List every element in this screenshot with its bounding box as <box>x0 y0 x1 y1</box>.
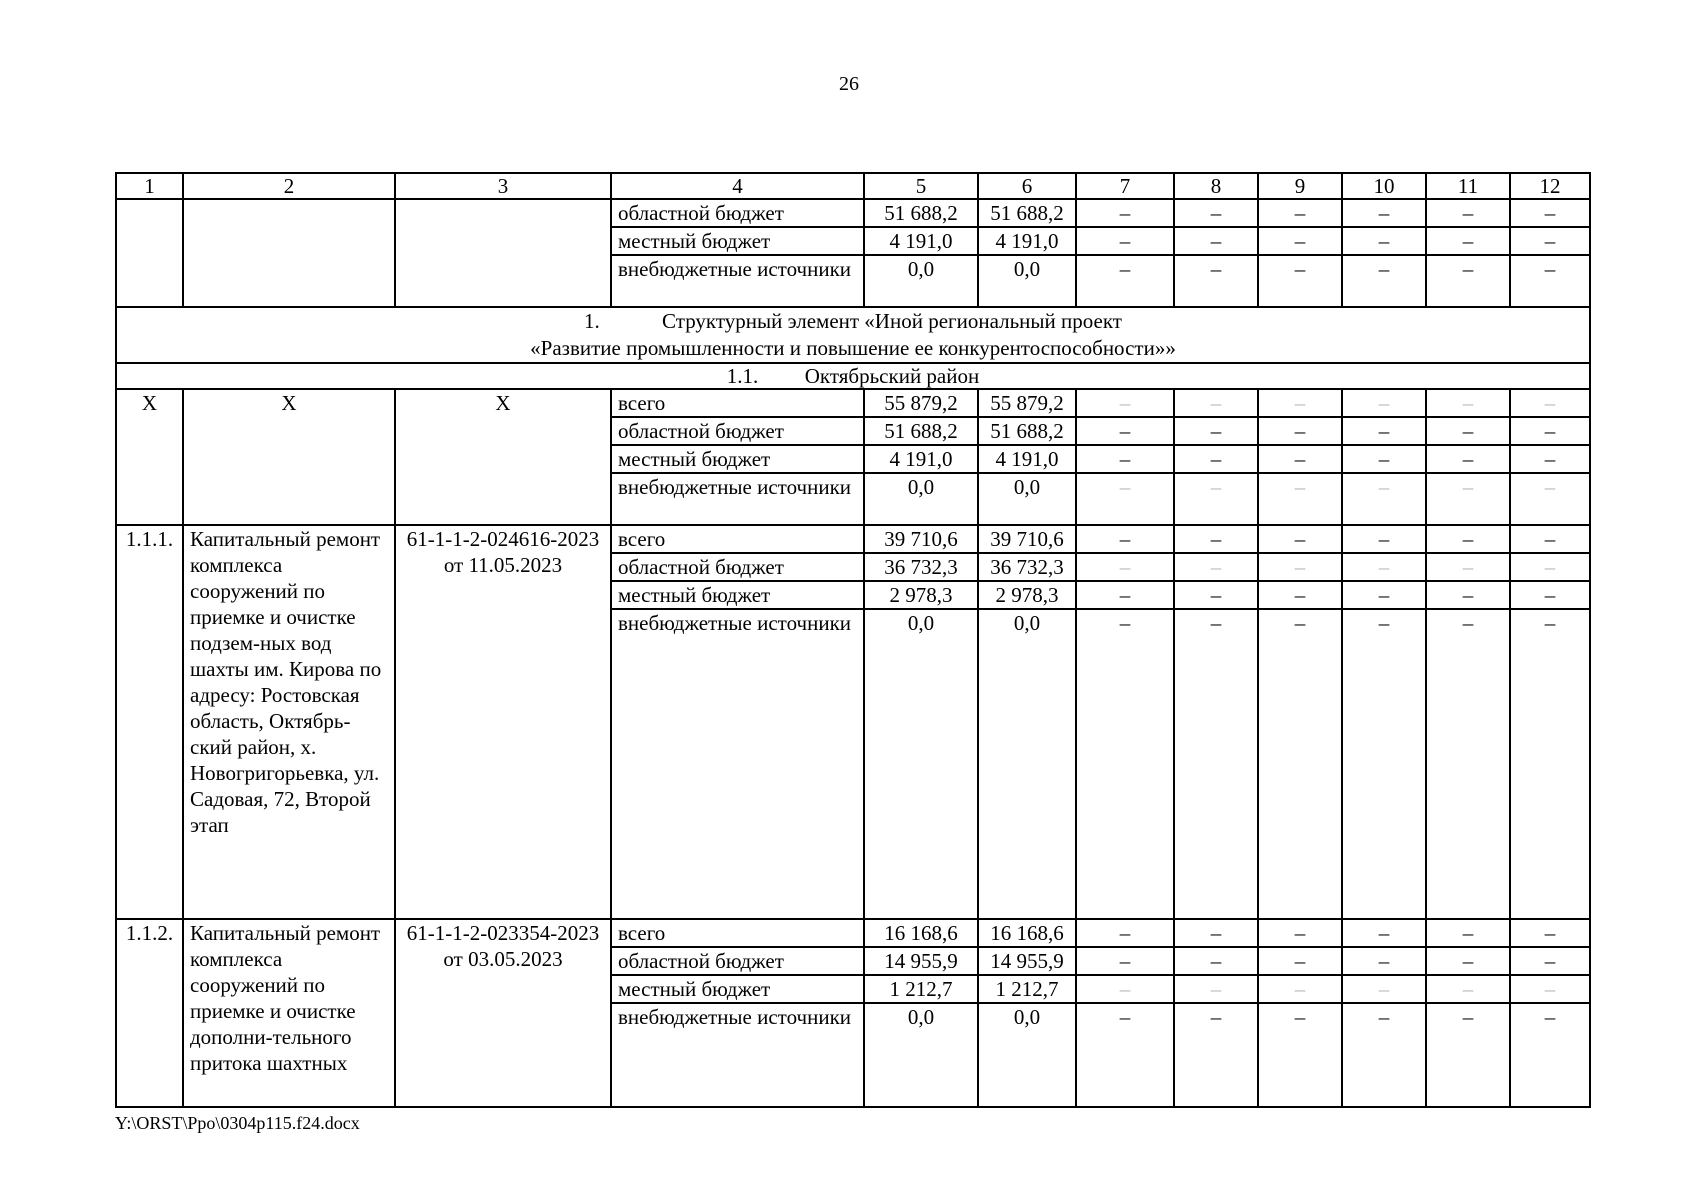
empty-value-cell: – <box>1174 227 1258 255</box>
empty-value-cell: – <box>1426 919 1510 947</box>
empty-value-cell: – <box>1510 1003 1590 1107</box>
section-title: Структурный элемент «Иной региональный проект <box>662 309 1122 333</box>
empty-value-cell: – <box>1258 947 1342 975</box>
empty-value-cell: – <box>1076 553 1174 581</box>
empty-value-cell: – <box>1426 417 1510 445</box>
empty-value-cell: – <box>1076 199 1174 227</box>
total-amount-cell: 2 978,3 <box>864 581 978 609</box>
empty-value-cell: – <box>1258 199 1342 227</box>
empty-value-cell: – <box>1174 417 1258 445</box>
total-amount-cell: 0,0 <box>864 255 978 307</box>
empty-value-cell: – <box>1342 417 1426 445</box>
empty-value-cell: – <box>1258 609 1342 919</box>
year-amount-cell: 0,0 <box>978 255 1076 307</box>
empty-value-cell: – <box>1510 609 1590 919</box>
year-amount-cell: 1 212,7 <box>978 975 1076 1003</box>
total-amount-cell: 4 191,0 <box>864 227 978 255</box>
subsection-row <box>116 363 1590 389</box>
total-amount-cell: 14 955,9 <box>864 947 978 975</box>
item-code-cell: 61-1-1-2-024616-2023 от 11.05.2023 <box>395 525 611 919</box>
empty-value-cell: – <box>1510 947 1590 975</box>
empty-value-cell: – <box>1510 473 1590 525</box>
summary-col1-cell: X <box>116 389 183 525</box>
financing-table <box>115 172 1591 1108</box>
funding-source-cell: внебюджетные источники <box>611 473 864 525</box>
empty-value-cell: – <box>1342 1003 1426 1107</box>
funding-source-cell: внебюджетные источники <box>611 1003 864 1107</box>
empty-value-cell: – <box>1426 581 1510 609</box>
empty-value-cell: – <box>1342 947 1426 975</box>
year-amount-cell: 51 688,2 <box>978 417 1076 445</box>
empty-value-cell: – <box>1510 389 1590 417</box>
section-title-line2: «Развитие промышленности и повышение ее конкурентоспособности»» <box>530 336 1176 360</box>
funding-source-cell: областной бюджет <box>611 417 864 445</box>
year-amount-cell: 0,0 <box>978 609 1076 919</box>
empty-value-cell: – <box>1342 581 1426 609</box>
year-amount-cell: 39 710,6 <box>978 525 1076 553</box>
column-number-6: 6 <box>978 173 1076 199</box>
empty-value-cell: – <box>1076 445 1174 473</box>
year-amount-cell: 4 191,0 <box>978 227 1076 255</box>
empty-value-cell: – <box>1510 553 1590 581</box>
total-amount-cell: 36 732,3 <box>864 553 978 581</box>
empty-value-cell: – <box>1076 947 1174 975</box>
column-number-10: 10 <box>1342 173 1426 199</box>
empty-value-cell: – <box>1510 255 1590 307</box>
empty-value-cell: – <box>1342 525 1426 553</box>
empty-value-cell: – <box>1510 199 1590 227</box>
empty-value-cell: – <box>1076 609 1174 919</box>
empty-value-cell: – <box>1258 975 1342 1003</box>
year-amount-cell: 16 168,6 <box>978 919 1076 947</box>
funding-source-cell: внебюджетные источники <box>611 609 864 919</box>
empty-value-cell: – <box>1258 255 1342 307</box>
empty-value-cell: – <box>1426 199 1510 227</box>
empty-value-cell: – <box>1426 473 1510 525</box>
empty-value-cell: – <box>1426 389 1510 417</box>
empty-value-cell: – <box>1510 919 1590 947</box>
empty-value-cell: – <box>1342 919 1426 947</box>
column-number-3: 3 <box>395 173 611 199</box>
funding-source-cell: всего <box>611 389 864 417</box>
total-amount-cell: 51 688,2 <box>864 417 978 445</box>
empty-value-cell: – <box>1342 609 1426 919</box>
empty-value-cell: – <box>1510 525 1590 553</box>
empty-value-cell: – <box>1258 227 1342 255</box>
funding-source-cell: местный бюджет <box>611 227 864 255</box>
empty-value-cell: – <box>1076 417 1174 445</box>
empty-value-cell: – <box>1510 975 1590 1003</box>
empty-value-cell: – <box>1426 609 1510 919</box>
summary-col3-cell: X <box>395 389 611 525</box>
total-amount-cell: 55 879,2 <box>864 389 978 417</box>
empty-value-cell: – <box>1076 255 1174 307</box>
year-amount-cell: 51 688,2 <box>978 199 1076 227</box>
empty-value-cell: – <box>1174 975 1258 1003</box>
table-row <box>116 525 1590 553</box>
subsection-number: 1.1. <box>726 364 759 388</box>
empty-value-cell: – <box>1426 227 1510 255</box>
empty-value-cell: – <box>1174 525 1258 553</box>
table-row <box>116 199 1590 227</box>
funding-source-cell: всего <box>611 919 864 947</box>
funding-source-cell: местный бюджет <box>611 445 864 473</box>
empty-value-cell: – <box>1258 581 1342 609</box>
column-number-8: 8 <box>1174 173 1258 199</box>
year-amount-cell: 2 978,3 <box>978 581 1076 609</box>
total-amount-cell: 39 710,6 <box>864 525 978 553</box>
empty-value-cell: – <box>1174 609 1258 919</box>
empty-value-cell: – <box>1258 553 1342 581</box>
item-name-cell: Капитальный ремонт комплекса сооружений по приемке и очистке подзем-ных вод шахты им. Кирова по адресу: Ростовская область, Октябрь-ский район, х. Новогригорьевка, ул. Садовая, 72, Второй этап <box>183 525 395 919</box>
empty-value-cell: – <box>1258 417 1342 445</box>
empty-value-cell: – <box>1174 255 1258 307</box>
item-code-cell: 61-1-1-2-023354-2023 от 03.05.2023 <box>395 919 611 1107</box>
column-number-11: 11 <box>1426 173 1510 199</box>
year-amount-cell: 55 879,2 <box>978 389 1076 417</box>
empty-value-cell: – <box>1510 417 1590 445</box>
year-amount-cell: 0,0 <box>978 473 1076 525</box>
total-amount-cell: 16 168,6 <box>864 919 978 947</box>
column-number-1: 1 <box>116 173 183 199</box>
empty-value-cell: – <box>1426 947 1510 975</box>
item-number-cell: 1.1.2. <box>116 919 183 1107</box>
year-amount-cell: 14 955,9 <box>978 947 1076 975</box>
table-row <box>116 919 1590 947</box>
file-path-footer: Y:\ORST\Ppo\0304p115.f24.docx <box>115 1113 360 1133</box>
empty-value-cell: – <box>1174 389 1258 417</box>
empty-value-cell: – <box>1342 227 1426 255</box>
empty-value-cell: – <box>1342 975 1426 1003</box>
funding-source-cell: областной бюджет <box>611 199 864 227</box>
empty-value-cell: – <box>1076 975 1174 1003</box>
empty-value-cell: – <box>1510 227 1590 255</box>
empty-value-cell: – <box>1426 975 1510 1003</box>
empty-value-cell: – <box>1342 473 1426 525</box>
year-amount-cell: 4 191,0 <box>978 445 1076 473</box>
empty-value-cell: – <box>1174 553 1258 581</box>
empty-value-cell: – <box>1510 581 1590 609</box>
funding-source-cell: областной бюджет <box>611 947 864 975</box>
total-amount-cell: 51 688,2 <box>864 199 978 227</box>
empty-value-cell: – <box>1258 445 1342 473</box>
empty-value-cell: – <box>1426 255 1510 307</box>
empty-value-cell: – <box>1076 525 1174 553</box>
year-amount-cell: 36 732,3 <box>978 553 1076 581</box>
total-amount-cell: 0,0 <box>864 609 978 919</box>
funding-source-cell: областной бюджет <box>611 553 864 581</box>
empty-value-cell: – <box>1258 389 1342 417</box>
funding-source-cell: всего <box>611 525 864 553</box>
funding-source-cell: местный бюджет <box>611 975 864 1003</box>
empty-value-cell: – <box>1510 445 1590 473</box>
section-number: 1. <box>584 309 600 333</box>
section-title-line1 <box>123 308 1583 335</box>
total-amount-cell: 0,0 <box>864 1003 978 1107</box>
year-amount-cell: 0,0 <box>978 1003 1076 1107</box>
empty-value-cell: – <box>1258 919 1342 947</box>
section-row <box>116 307 1590 363</box>
empty-value-cell: – <box>1076 473 1174 525</box>
column-number-12: 12 <box>1510 173 1590 199</box>
empty-value-cell: – <box>1342 255 1426 307</box>
subsection-title: Октябрьский район <box>804 364 980 388</box>
empty-value-cell: – <box>1174 445 1258 473</box>
column-number-4: 4 <box>611 173 864 199</box>
empty-value-cell: – <box>1258 525 1342 553</box>
total-amount-cell: 0,0 <box>864 473 978 525</box>
column-number-9: 9 <box>1258 173 1342 199</box>
empty-value-cell: – <box>1174 1003 1258 1107</box>
empty-value-cell: – <box>1426 553 1510 581</box>
empty-value-cell: – <box>1174 919 1258 947</box>
total-amount-cell: 1 212,7 <box>864 975 978 1003</box>
empty-value-cell: – <box>1174 199 1258 227</box>
section-title-cell <box>116 307 1590 363</box>
empty-value-cell: – <box>1076 1003 1174 1107</box>
column-number-5: 5 <box>864 173 978 199</box>
empty-value-cell: – <box>1342 553 1426 581</box>
empty-value-cell: – <box>1174 581 1258 609</box>
funding-source-cell: местный бюджет <box>611 581 864 609</box>
page-number: 26 <box>839 73 859 95</box>
table-row <box>116 389 1590 417</box>
empty-value-cell: – <box>1076 581 1174 609</box>
empty-value-cell: – <box>1342 445 1426 473</box>
column-number-2: 2 <box>183 173 395 199</box>
empty-value-cell: – <box>1258 1003 1342 1107</box>
empty-value-cell: – <box>1076 227 1174 255</box>
empty-value-cell: – <box>1174 473 1258 525</box>
item-name-cell: Капитальный ремонт комплекса сооружений по приемке и очистке дополни-тельного притока шахтных <box>183 919 395 1107</box>
empty-value-cell: – <box>1258 473 1342 525</box>
empty-value-cell: – <box>1426 1003 1510 1107</box>
funding-source-cell: внебюджетные источники <box>611 255 864 307</box>
empty-value-cell: – <box>1426 445 1510 473</box>
empty-value-cell: – <box>1174 947 1258 975</box>
summary-col2-cell: X <box>183 389 395 525</box>
empty-cell-col2 <box>183 199 395 307</box>
empty-cell-col3 <box>395 199 611 307</box>
subsection-title-cell <box>116 363 1590 389</box>
column-number-row <box>116 173 1590 199</box>
column-number-7: 7 <box>1076 173 1174 199</box>
empty-cell-col1 <box>116 199 183 307</box>
empty-value-cell: – <box>1342 199 1426 227</box>
empty-value-cell: – <box>1426 525 1510 553</box>
empty-value-cell: – <box>1342 389 1426 417</box>
item-number-cell: 1.1.1. <box>116 525 183 919</box>
empty-value-cell: – <box>1076 389 1174 417</box>
empty-value-cell: – <box>1076 919 1174 947</box>
total-amount-cell: 4 191,0 <box>864 445 978 473</box>
